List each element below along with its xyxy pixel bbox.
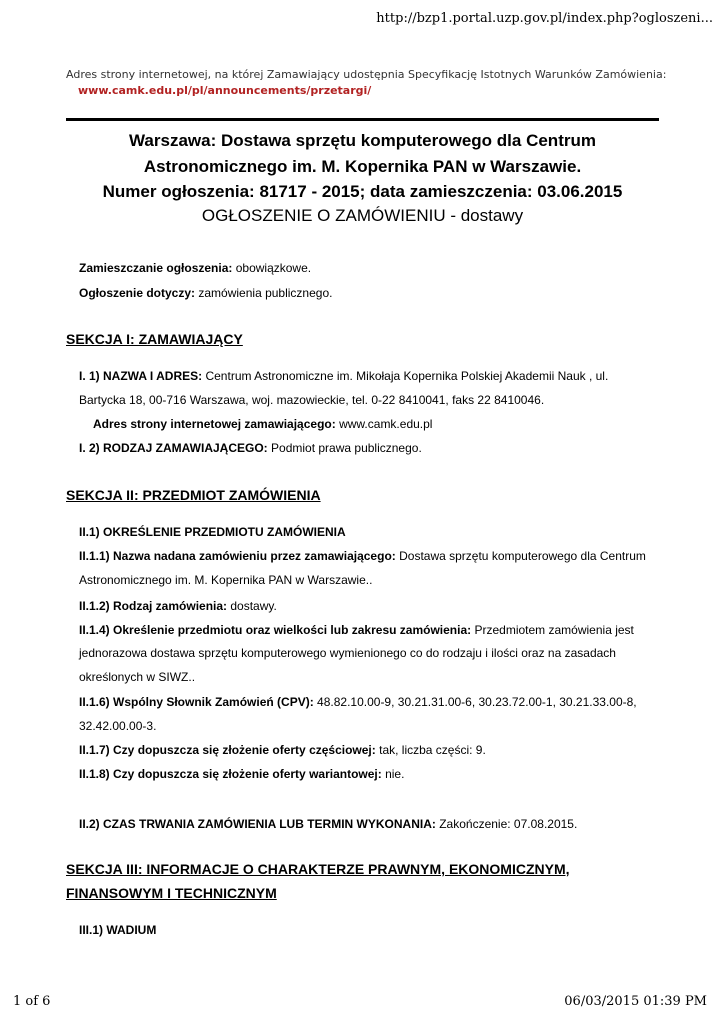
contracting-type-row <box>79 441 422 455</box>
section-3-heading-line-1: SEKCJA III: INFORMACJE O CHARAKTERZE PRAWNYM, EKONOMICZNYM, <box>66 861 570 877</box>
duration-value: Zakończenie: 07.08.2015. <box>439 817 578 831</box>
contracting-name-value: Centrum Astronomiczne im. Mikołaja Kopernika Polskiej Akademii Nauk , ul. <box>205 369 609 383</box>
publishing-value: obowiązkowe. <box>235 261 312 275</box>
order-kind-value: dostawy. <box>230 599 277 613</box>
page-number: 1 of 6 <box>13 994 51 1009</box>
notice-number-line: Numer ogłoszenia: 81717 - 2015; data zamieszczenia: 03.06.2015 <box>102 182 623 201</box>
contracting-name-label: I. 1) NAZWA I ADRES: <box>79 369 203 383</box>
duration-label: II.2) CZAS TRWANIA ZAMÓWIENIA LUB TERMIN WYKONANIA: <box>79 817 436 831</box>
cpv-row <box>79 695 637 709</box>
contracting-website-row <box>93 417 432 431</box>
variant-offer-value: nie. <box>385 767 405 781</box>
contracting-type-value: Podmiot prawa publicznego. <box>271 441 422 455</box>
subject-subheading: II.1) OKREŚLENIE PRZEDMIOTU ZAMÓWIENIA <box>79 525 346 539</box>
cpv-label: II.1.6) Wspólny Słownik Zamówień (CPV): <box>79 695 314 709</box>
partial-offer-row <box>79 743 486 757</box>
order-scope-row <box>79 623 634 637</box>
contracting-website-label: Adres strony internetowej zamawiającego: <box>93 417 336 431</box>
variant-offer-label: II.1.8) Czy dopuszcza się złożenie oferty wariantowej: <box>79 767 382 781</box>
publishing-label: Zamieszczanie ogłoszenia: <box>79 261 233 275</box>
print-datetime: 06/03/2015 01:39 PM <box>564 994 707 1009</box>
concerns-label: Ogłoszenie dotyczy: <box>79 286 196 300</box>
section-2-heading: SEKCJA II: PRZEDMIOT ZAMÓWIENIA <box>66 487 321 503</box>
contracting-name-row <box>79 369 608 383</box>
siwz-website-link[interactable]: www.camk.edu.pl/pl/announcements/przetargi/ <box>78 84 372 97</box>
concerns-row <box>79 286 332 300</box>
order-name-label: II.1.1) Nazwa nadana zamówieniu przez zamawiającego: <box>79 549 396 563</box>
notice-type-line: OGŁOSZENIE O ZAMÓWIENIU - dostawy <box>201 206 524 225</box>
order-kind-row <box>79 599 277 613</box>
order-scope-continued-1: jednorazowa dostawa sprzętu komputerowego wymienionego co do rodzaju i ilości oraz na zasadach <box>79 646 616 660</box>
section-3-heading-line-2: FINANSOWYM I TECHNICZNYM <box>66 885 277 901</box>
header-divider <box>66 118 659 121</box>
siwz-website-caption: Adres strony internetowej, na której Zamawiający udostępnia Specyfikację Istotnych Warunków Zamówienia: <box>66 68 667 81</box>
order-name-row <box>79 549 646 563</box>
contracting-website-value: www.camk.edu.pl <box>339 417 433 431</box>
order-scope-continued-2: określonych w SIWZ.. <box>79 670 196 684</box>
order-scope-value: Przedmiotem zamówienia jest <box>474 623 634 637</box>
order-name-continued: Astronomicznego im. M. Kopernika PAN w Warszawie.. <box>79 573 373 587</box>
order-scope-label: II.1.4) Określenie przedmiotu oraz wielkości lub zakresu zamówienia: <box>79 623 472 637</box>
concerns-value: zamówienia publicznego. <box>198 286 333 300</box>
publishing-row <box>79 261 311 275</box>
deposit-subheading: III.1) WADIUM <box>79 923 157 937</box>
duration-row <box>79 817 577 831</box>
order-name-value: Dostawa sprzętu komputerowego dla Centrum <box>399 549 646 563</box>
browser-url: http://bzp1.portal.uzp.gov.pl/index.php?ogloszeni... <box>376 11 713 26</box>
partial-offer-label: II.1.7) Czy dopuszcza się złożenie oferty częściowej: <box>79 743 376 757</box>
section-1-heading: SEKCJA I: ZAMAWIAJĄCY <box>66 331 243 347</box>
contracting-type-label: I. 2) RODZAJ ZAMAWIAJĄCEGO: <box>79 441 268 455</box>
contracting-address: Bartycka 18, 00-716 Warszawa, woj. mazowieckie, tel. 0-22 8410041, faks 22 8410046. <box>79 393 545 407</box>
partial-offer-value: tak, liczba części: 9. <box>379 743 486 757</box>
variant-offer-row <box>79 767 404 781</box>
order-kind-label: II.1.2) Rodzaj zamówienia: <box>79 599 228 613</box>
cpv-continued: 32.42.00.00-3. <box>79 719 157 733</box>
cpv-value: 48.82.10.00-9, 30.21.31.00-6, 30.23.72.00-1, 30.21.33.00-8, <box>317 695 637 709</box>
notice-title-line-1: Warszawa: Dostawa sprzętu komputerowego dla Centrum <box>129 131 596 150</box>
notice-title-line-2: Astronomicznego im. M. Kopernika PAN w Warszawie. <box>143 157 582 176</box>
